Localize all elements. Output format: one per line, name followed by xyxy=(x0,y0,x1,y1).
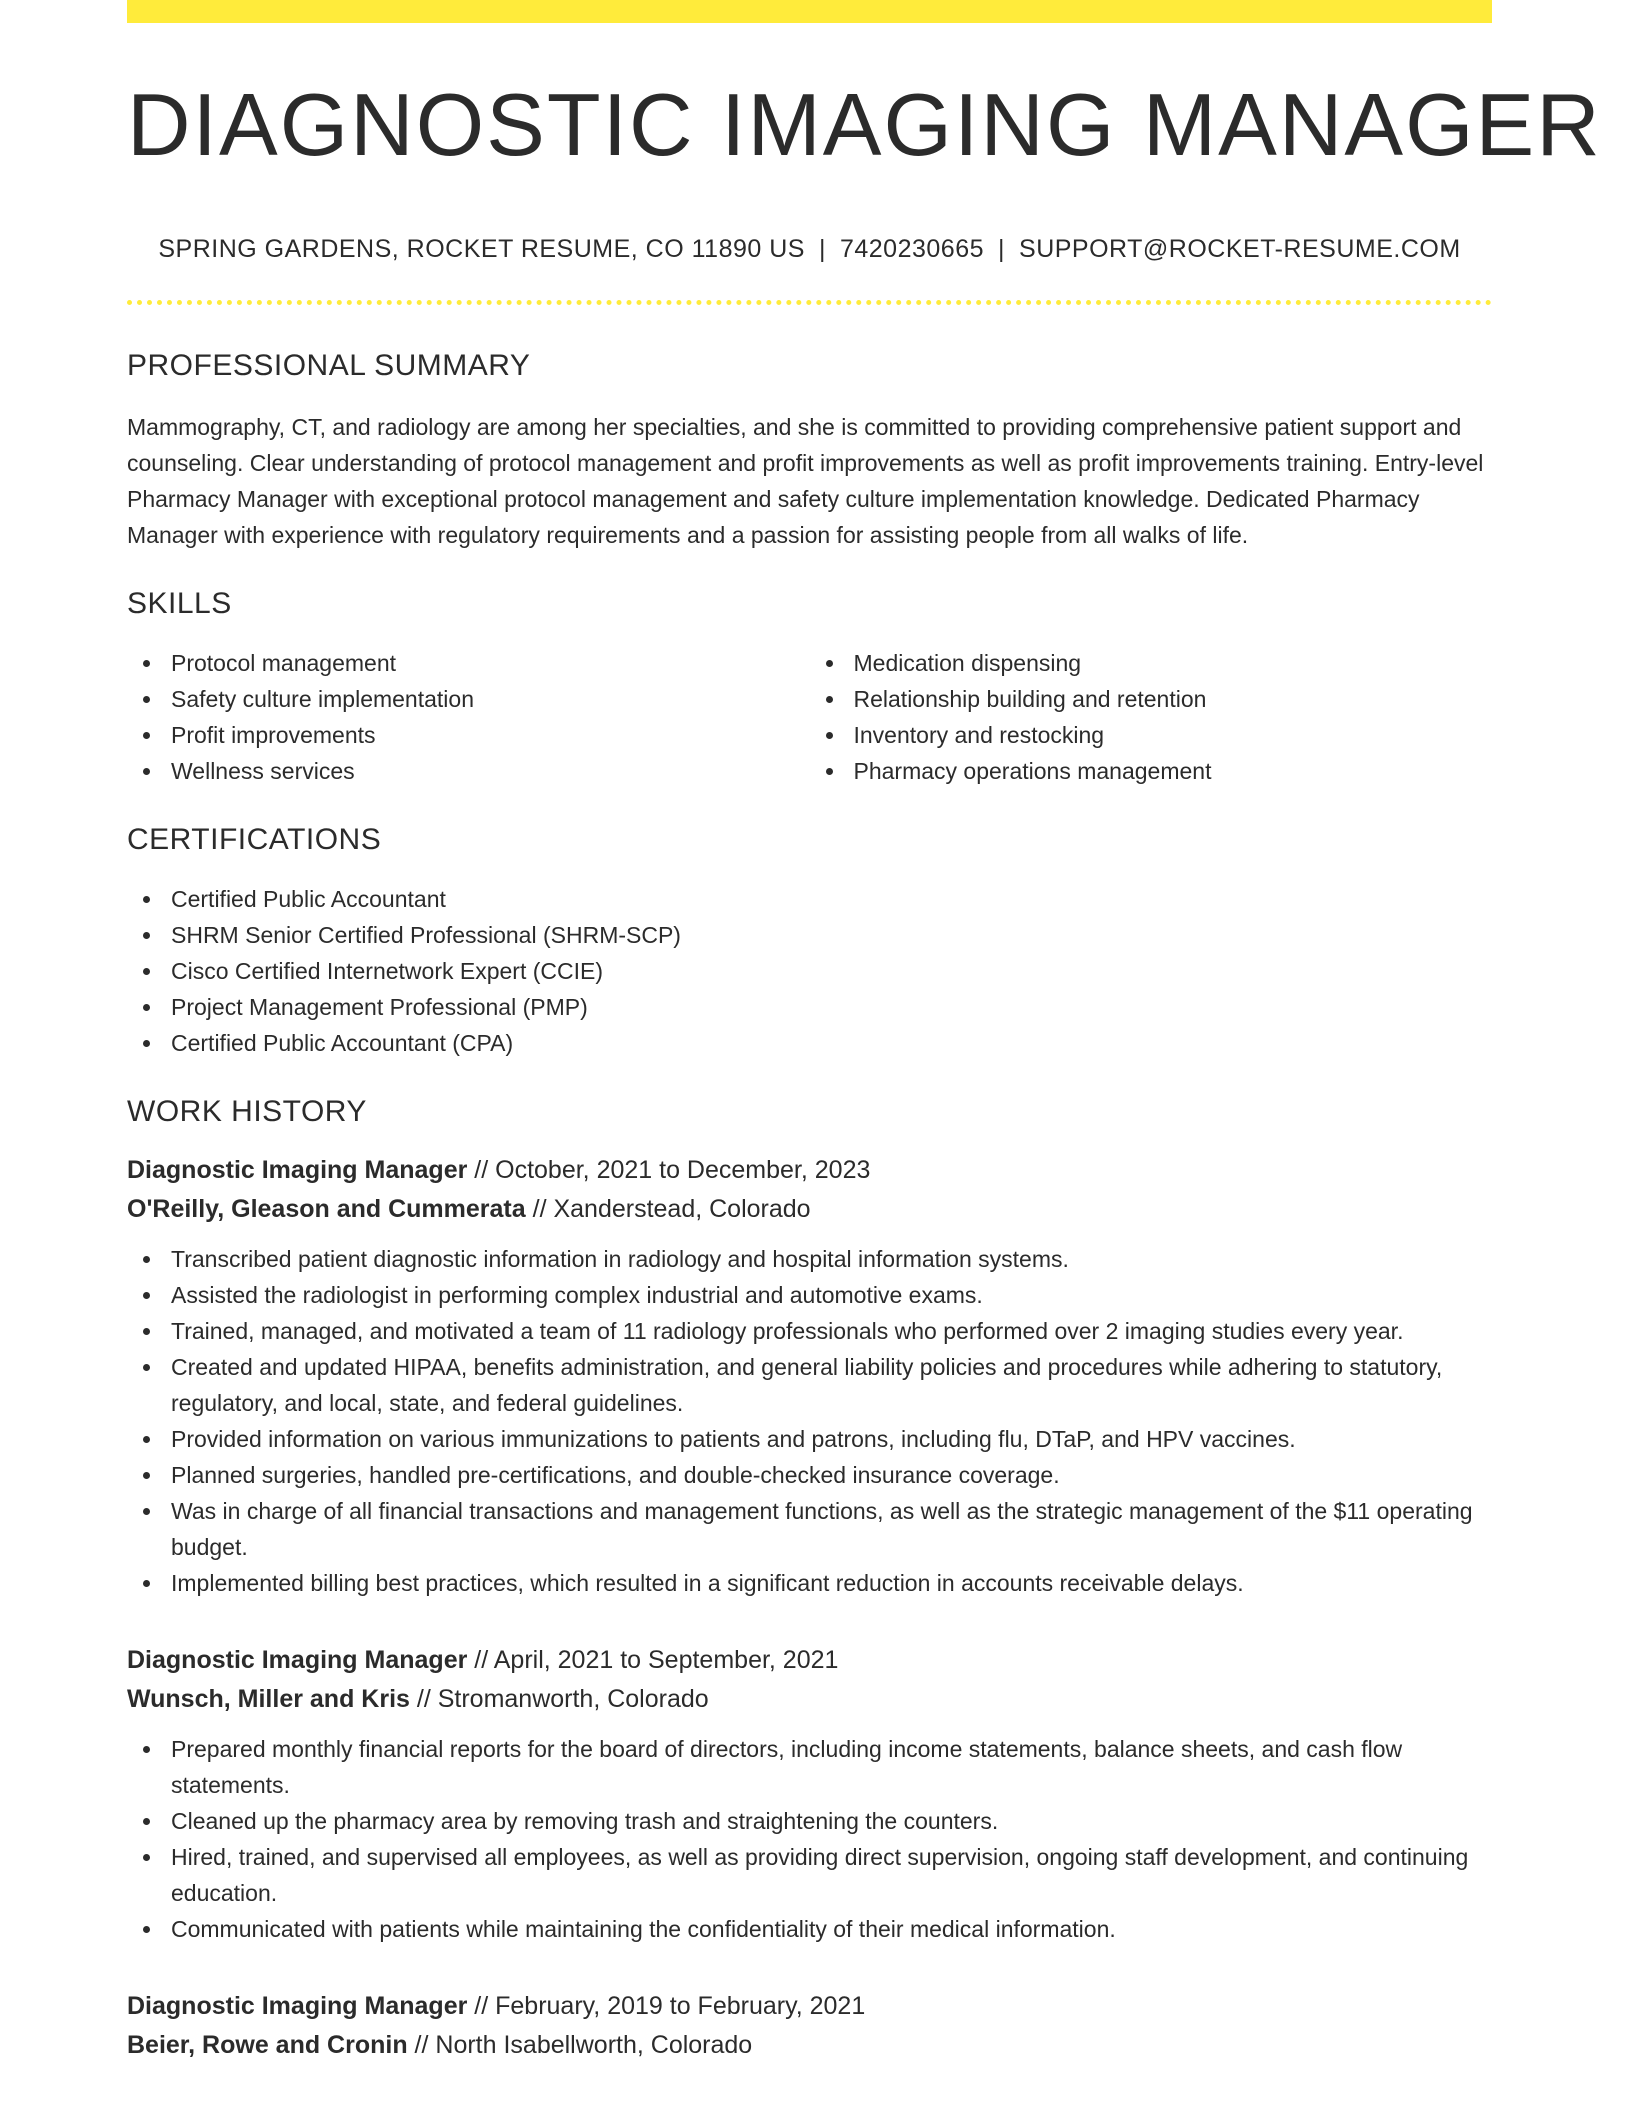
job-bullets xyxy=(127,1731,1492,1947)
job-company: Beier, Rowe and Cronin xyxy=(127,2031,408,2059)
skills-left-list xyxy=(127,645,810,789)
certification-item: Certified Public Accountant (CPA) xyxy=(127,1025,1492,1061)
top-accent-bar xyxy=(127,0,1492,23)
job-bullet: Assisted the radiologist in performing complex industrial and automotive exams. xyxy=(127,1277,1492,1313)
contact-separator: | xyxy=(818,235,826,263)
contact-separator: | xyxy=(998,235,1006,263)
skills-heading: SKILLS xyxy=(127,587,232,620)
job-bullet: Was in charge of all financial transactions and management functions, as well as the strategic management of the $11 operating budget. xyxy=(127,1493,1492,1565)
job-company: O'Reilly, Gleason and Cummerata xyxy=(127,1195,526,1223)
summary-heading: PROFESSIONAL SUMMARY xyxy=(127,349,531,382)
skill-item: Protocol management xyxy=(127,645,810,681)
skill-item: Pharmacy operations management xyxy=(810,753,1493,789)
job-entry xyxy=(127,1151,1492,1601)
contact-phone: 7420230665 xyxy=(839,235,985,263)
contact-email: SUPPORT@ROCKET-RESUME.COM xyxy=(1019,235,1461,263)
job-role: Diagnostic Imaging Manager xyxy=(127,1992,468,2020)
job-location: // Stromanworth, Colorado xyxy=(409,1685,709,1713)
job-bullet: Prepared monthly financial reports for the board of directors, including income statements, balance sheets, and cash flow statements. xyxy=(127,1731,1492,1803)
summary-text: Mammography, CT, and radiology are among her specialties, and she is committed to providing comprehensive patient support and counseling. Clear understanding of protocol management and profit improvements as well as profit improvements training. Entry-level Pharmacy Manager with exceptional protocol management and safety culture implementation knowledge. Dedicated Pharmacy Manager with experience with regulatory requirements and a passion for assisting people from all walks of life. xyxy=(127,414,1484,548)
job-role-line xyxy=(127,1987,1492,2026)
skill-item: Relationship building and retention xyxy=(810,681,1493,717)
work-history-heading: WORK HISTORY xyxy=(127,1095,367,1128)
contact-address: SPRING GARDENS, ROCKET RESUME, CO 11890 US xyxy=(158,235,805,263)
certification-item: Cisco Certified Internetwork Expert (CCIE) xyxy=(127,953,1492,989)
job-bullet: Implemented billing best practices, which resulted in a significant reduction in accounts receivable delays. xyxy=(127,1565,1492,1601)
job-bullet: Transcribed patient diagnostic information in radiology and hospital information systems. xyxy=(127,1241,1492,1277)
certification-item: Certified Public Accountant xyxy=(127,881,1492,917)
job-bullet: Planned surgeries, handled pre-certifications, and double-checked insurance coverage. xyxy=(127,1457,1492,1493)
job-role-line xyxy=(127,1151,1492,1190)
job-bullet: Cleaned up the pharmacy area by removing trash and straightening the counters. xyxy=(127,1803,1492,1839)
job-company-line xyxy=(127,1680,1492,1719)
contact-line xyxy=(127,235,1492,264)
skill-item: Medication dispensing xyxy=(810,645,1493,681)
job-bullets xyxy=(127,1241,1492,1601)
job-bullet: Provided information on various immunizations to patients and patrons, including flu, DTaP, and HPV vaccines. xyxy=(127,1421,1492,1457)
job-bullet: Hired, trained, and supervised all employees, as well as providing direct supervision, ongoing staff development, and continuing education. xyxy=(127,1839,1492,1911)
certification-item: SHRM Senior Certified Professional (SHRM-SCP) xyxy=(127,917,1492,953)
job-role: Diagnostic Imaging Manager xyxy=(127,1156,468,1184)
skills-columns xyxy=(127,645,1492,789)
job-entry xyxy=(127,1641,1492,1947)
skills-right-list xyxy=(810,645,1493,789)
skill-item: Wellness services xyxy=(127,753,810,789)
job-dates: // October, 2021 to December, 2023 xyxy=(467,1156,871,1184)
skill-item: Inventory and restocking xyxy=(810,717,1493,753)
job-location: // Xanderstead, Colorado xyxy=(525,1195,811,1223)
skill-item: Profit improvements xyxy=(127,717,810,753)
job-company: Wunsch, Miller and Kris xyxy=(127,1685,410,1713)
job-company-line xyxy=(127,2026,1492,2065)
job-bullet: Trained, managed, and motivated a team of 11 radiology professionals who performed over 2 imaging studies every year. xyxy=(127,1313,1492,1349)
job-bullet: Communicated with patients while maintaining the confidentiality of their medical information. xyxy=(127,1911,1492,1947)
resume-page xyxy=(127,0,1602,2065)
job-role: Diagnostic Imaging Manager xyxy=(127,1646,468,1674)
job-company-line xyxy=(127,1190,1492,1229)
job-role-line xyxy=(127,1641,1492,1680)
job-dates: // April, 2021 to September, 2021 xyxy=(467,1646,839,1674)
certification-item: Project Management Professional (PMP) xyxy=(127,989,1492,1025)
job-location: // North Isabellworth, Colorado xyxy=(407,2031,753,2059)
skill-item: Safety culture implementation xyxy=(127,681,810,717)
resume-title: DIAGNOSTIC IMAGING MANAGER xyxy=(127,75,1602,174)
job-dates: // February, 2019 to February, 2021 xyxy=(467,1992,866,2020)
job-bullet: Created and updated HIPAA, benefits administration, and general liability policies and procedures while adhering to statutory, regulatory, and local, state, and federal guidelines. xyxy=(127,1349,1492,1421)
dotted-divider xyxy=(127,300,1492,305)
job-entry xyxy=(127,1987,1492,2065)
certifications-heading: CERTIFICATIONS xyxy=(127,823,382,856)
certifications-list xyxy=(127,881,1492,1061)
